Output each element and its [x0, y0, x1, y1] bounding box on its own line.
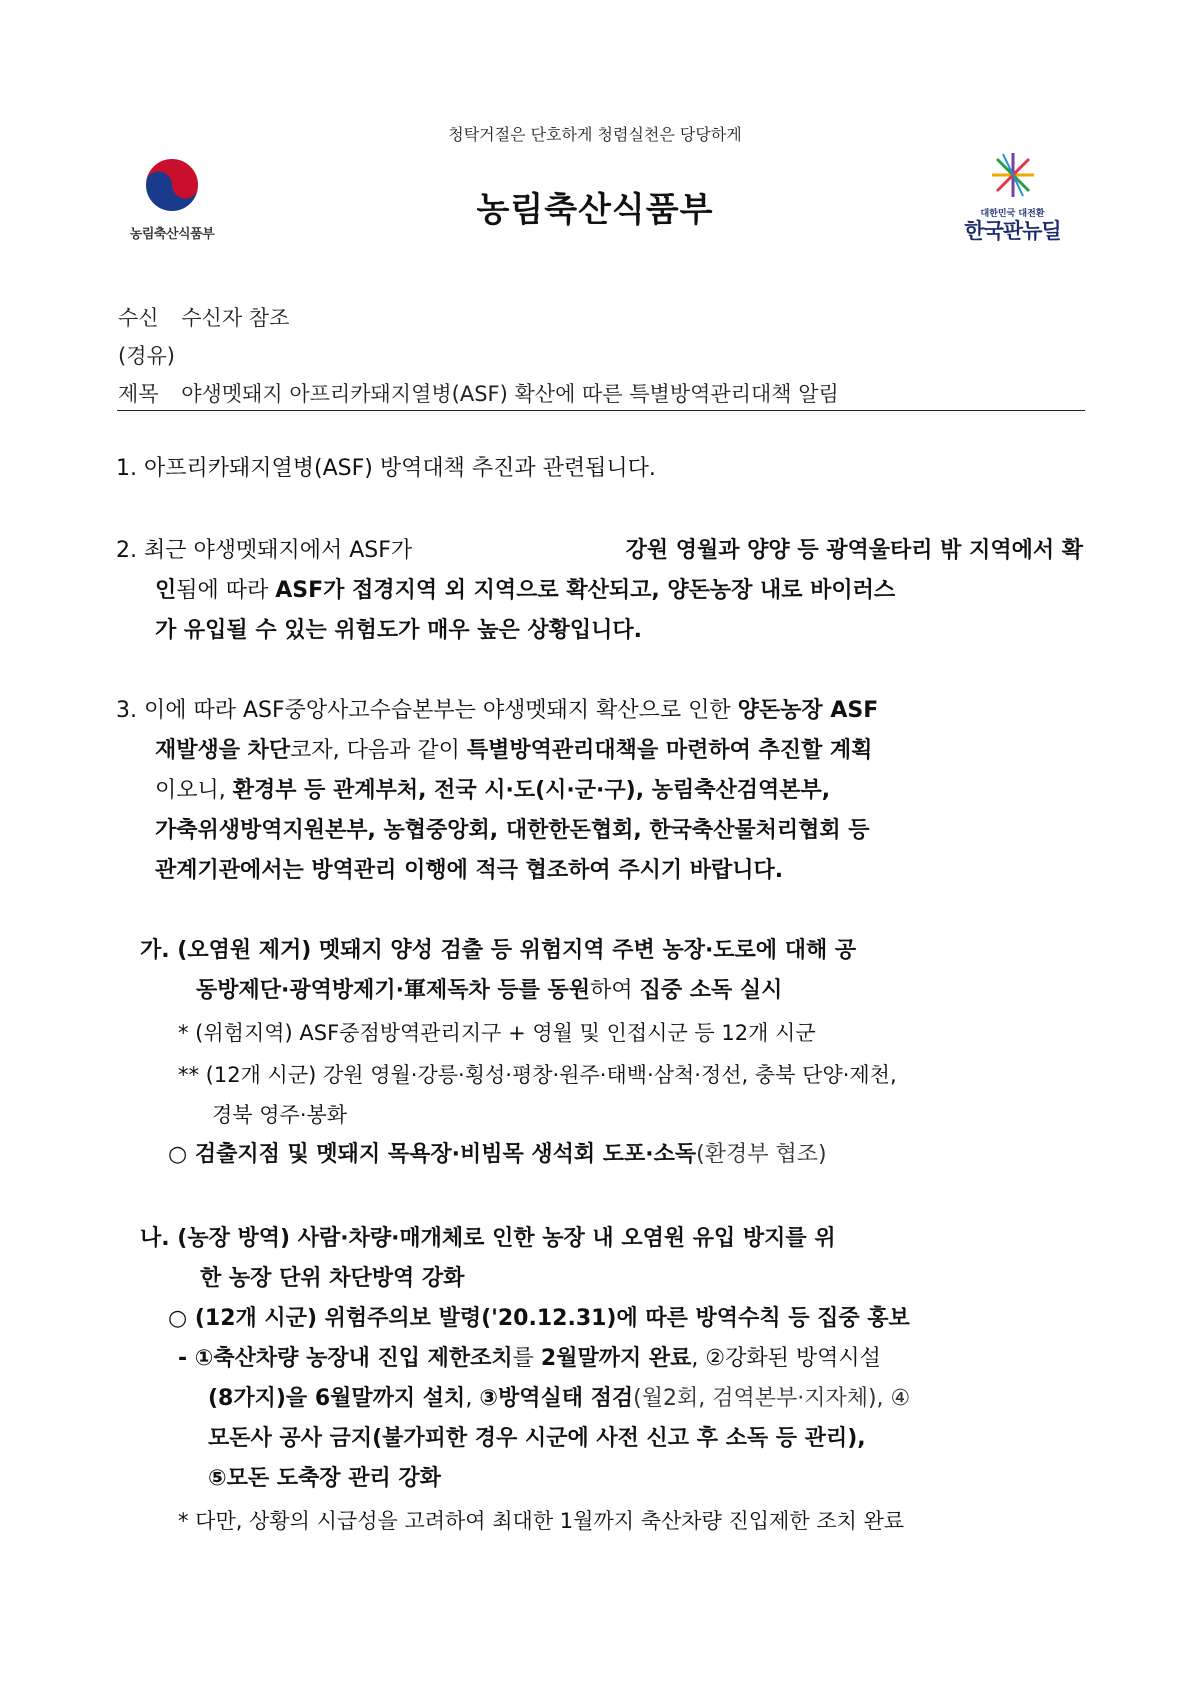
paragraph-1: 1. 아프리카돼지열병(ASF) 방역대책 추진과 관련됩니다.: [116, 456, 656, 481]
recipient-row: [118, 302, 289, 332]
section-ga-line-2: 동방제단·광역방제기·軍제독차 등를 동원하여 집중 소독 실시: [196, 978, 783, 1003]
paragraph-3-line-4: 가축위생방역지원본부, 농협중앙회, 대한한돈협회, 한국축산물처리협회 등: [155, 818, 870, 843]
korean-new-deal-logo-icon: [988, 150, 1038, 200]
header-divider: [117, 410, 1085, 411]
new-deal-main: 한국판뉴딜: [964, 219, 1061, 243]
paragraph-3-line-1: 3. 이에 따라 ASF중앙사고수습본부는 야생멧돼지 확산으로 인한 양돈농장 ASF: [116, 698, 879, 723]
paragraph-3-line-2: 재발생을 차단코자, 다음과 같이 특별방역관리대책을 마련하여 추진할 계획: [155, 738, 873, 763]
section-na-line-2: 한 농장 단위 차단방역 강화: [200, 1266, 465, 1291]
recipient-value: 수신자 참조: [181, 306, 290, 330]
ministry-logo-label: 농림축산식품부: [129, 227, 215, 242]
section-na-dash-line-4: ⑤모돈 도축장 관리 강화: [208, 1466, 441, 1491]
paragraph-2-line-2: 인됨에 따라 ASF가 접경지역 외 지역으로 확산되고, 양돈농장 내로 바이러스: [155, 578, 896, 603]
paragraph-2-line-3: 가 유입될 수 있는 위험도가 매우 높은 상황입니다.: [155, 618, 643, 643]
section-ga-note-2a: ** (12개 시군) 강원 영월·강릉·횡성·평창·원주·태백·삼척·정선, 충북 단양·제천,: [178, 1063, 897, 1087]
paragraph-3-line-5: 관계기관에서는 방역관리 이행에 적극 협조하여 주시기 바랍니다.: [155, 858, 784, 883]
recipient-label: 수신: [118, 306, 159, 330]
slogan: 청탁거절은 단호하게 청렴실천은 당당하게: [448, 125, 742, 144]
section-na-line-1: 나. (농장 방역) 사람·차량·매개체로 인한 농장 내 오염원 유입 방지를 위: [140, 1226, 836, 1251]
ministry-name: 농림축산식품부: [476, 190, 714, 230]
section-ga-line-1: 가. (오염원 제거) 멧돼지 양성 검출 등 위험지역 주변 농장·도로에 대해 공: [140, 938, 857, 963]
section-ga-note-2b: 경북 영주·봉화: [212, 1103, 348, 1127]
paragraph-2-line-1: 2. 최근 야생멧돼지에서 ASF가 강원 영월과 양양 등 광역울타리 밖 지역에서 확: [116, 538, 1083, 563]
new-deal-logo: [955, 150, 1070, 243]
subject-label: 제목: [118, 382, 159, 406]
section-na-note-1: * 다만, 상황의 시급성을 고려하여 최대한 1월까지 축산차량 진입제한 조치 완료: [178, 1509, 905, 1533]
paragraph-3-line-3: 이오니, 환경부 등 관계부처, 전국 시·도(시·군·구), 농림축산검역본부,: [155, 778, 831, 803]
subject-row: [118, 378, 839, 408]
section-na-dash-line-1: - ①축산차량 농장내 진입 제한조치를 2월말까지 완료, ②강화된 방역시설: [178, 1346, 881, 1371]
section-ga-note-1: * (위험지역) ASF중점방역관리지구 + 영월 및 인접시군 등 12개 시군: [178, 1021, 816, 1045]
new-deal-sub: 대한민국 대전환: [980, 209, 1045, 219]
section-ga-circle-1: ○ 검출지점 및 멧돼지 목욕장·비빔목 생석회 도포·소독(환경부 협조): [168, 1142, 827, 1167]
section-na-circle-1: ○ (12개 시군) 위험주의보 발령('20.12.31)에 따른 방역수칙 등 집중 홍보: [168, 1306, 910, 1331]
section-na-dash-line-3: 모돈사 공사 금지(불가피한 경우 시군에 사전 신고 후 소독 등 관리),: [208, 1426, 866, 1451]
section-na-dash-line-2: (8가지)을 6월말까지 설치, ③방역실태 점검(월2회, 검역본부·지자체), ④: [208, 1386, 911, 1411]
subject-value: 야생멧돼지 아프리카돼지열병(ASF) 확산에 따른 특별방역관리대책 알림: [181, 382, 839, 406]
via-row: (경유): [118, 344, 175, 368]
